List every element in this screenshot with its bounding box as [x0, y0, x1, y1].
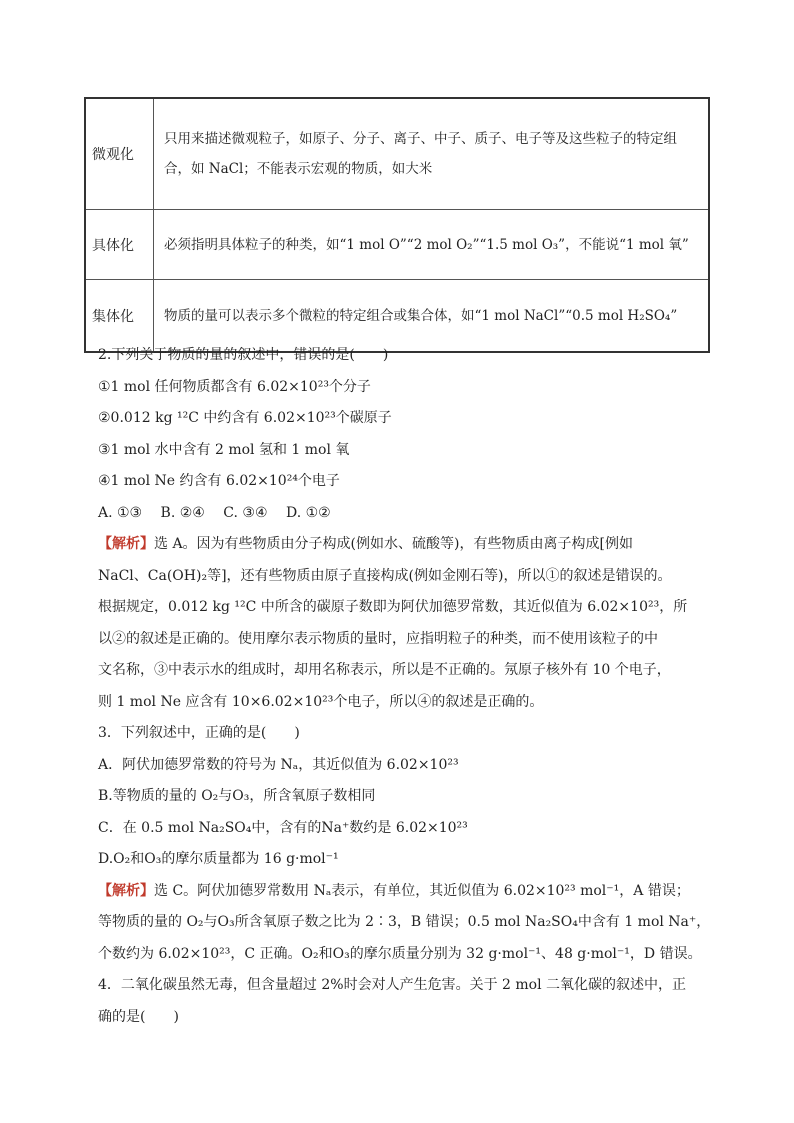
term-cell: 具体化 — [85, 210, 154, 280]
question-2-stem: 2.下列关于物质的量的叙述中，错误的是( ) — [98, 347, 389, 363]
question-2-option-2: ②0.012 kg ¹²C 中约含有 6.02×10²³个碳原子 — [98, 410, 392, 426]
question-2-option-4: ④1 mol Ne 约含有 6.02×10²⁴个电子 — [98, 473, 340, 489]
question-3-analysis-line: 等物质的量的 O₂与O₃所含氧原子数之比为 2∶3，B 错误；0.5 mol Na₂SO₄中含有 1 mol Na⁺， — [98, 914, 711, 930]
question-3-analysis-line: 个数约为 6.02×10²³，C 正确。O₂和O₃的摩尔质量分别为 32 g·mol⁻¹、48 g·mol⁻¹，D 错误。 — [98, 945, 702, 962]
question-2-option-3: ③1 mol 水中含有 2 mol 氢和 1 mol 氧 — [98, 441, 350, 458]
question-3-option-b: B.等物质的量的 O₂与O₃，所含氧原子数相同 — [98, 788, 376, 804]
question-3-analysis-line — [98, 876, 706, 908]
question-2-analysis-line: 以②的叙述是正确的。使用摩尔表示物质的量时，应指明粒子的种类，而不使用该粒子的中 — [98, 630, 658, 647]
definition-table — [84, 97, 710, 353]
term-cell: 微观化 — [85, 98, 154, 210]
analysis-text: 选 C。阿伏加德罗常数用 Nₐ表示，有单位，其近似值为 6.02×10²³ mol⁻¹，A 错误； — [154, 882, 690, 899]
term-cell: 集体化 — [85, 280, 154, 353]
table-row — [85, 210, 709, 280]
question-4-stem-continued: 确的是( ) — [98, 1008, 179, 1025]
description-cell: 必须指明具体粒子的种类，如“1 mol O”“2 mol O₂”“1.5 mol O₃”，不能说“1 mol 氧” — [154, 210, 710, 280]
analysis-text: 选 A。因为有些物质由分子构成(例如水、硫酸等)，有些物质由离子构成[例如 — [154, 536, 633, 552]
question-3-option-a: A．阿伏加德罗常数的符号为 Nₐ，其近似值为 6.02×10²³ — [98, 756, 459, 773]
analysis-tag: 【解析】 — [98, 536, 154, 552]
question-2-analysis-line: 则 1 mol Ne 应含有 10×6.02×10²³个电子，所以④的叙述是正确的。 — [98, 693, 544, 710]
analysis-tag: 【解析】 — [98, 882, 154, 899]
question-2-analysis-line: 根据规定，0.012 kg ¹²C 中所含的碳原子数即为阿伏加德罗常数，其近似值为 6.02×10²³，所 — [98, 599, 688, 615]
description-cell: 物质的量可以表示多个微粒的特定组合或集合体，如“1 mol NaCl”“0.5 mol H₂SO₄” — [154, 280, 710, 353]
question-2-analysis-line: NaCl、Ca(OH)₂等]，还有些物质由原子直接构成(例如金刚石等)，所以①的叙述是错误的。 — [98, 567, 672, 584]
description-cell: 只用来描述微观粒子，如原子、分子、离子、中子、质子、电子等及这些粒子的特定组合，如 NaCl；不能表示宏观的物质，如大米 — [154, 98, 710, 210]
question-4-stem: 4．二氧化碳虽然无毒，但含量超过 2%时会对人产生危害。关于 2 mol 二氧化碳的叙述中，正 — [98, 977, 687, 993]
table-row — [85, 98, 709, 210]
question-3-option-d: D.O₂和O₃的摩尔质量都为 16 g·mol⁻¹ — [98, 851, 339, 867]
question-3-stem: 3．下列叙述中，正确的是( ) — [98, 725, 300, 741]
question-2-choices: A. ①③ B. ②④ C. ③④ D. ①② — [98, 504, 331, 521]
question-2-option-1: ①1 mol 任何物质都含有 6.02×10²³个分子 — [98, 378, 371, 395]
questions-content — [98, 340, 711, 1033]
question-2-analysis-line: 文名称，③中表示水的组成时，却用名称表示，所以是不正确的。氖原子核外有 10 个电子， — [98, 662, 671, 678]
question-2-analysis-line — [98, 529, 706, 561]
question-3-option-c: C．在 0.5 mol Na₂SO₄中，含有的Na⁺数约是 6.02×10²³ — [98, 819, 468, 836]
